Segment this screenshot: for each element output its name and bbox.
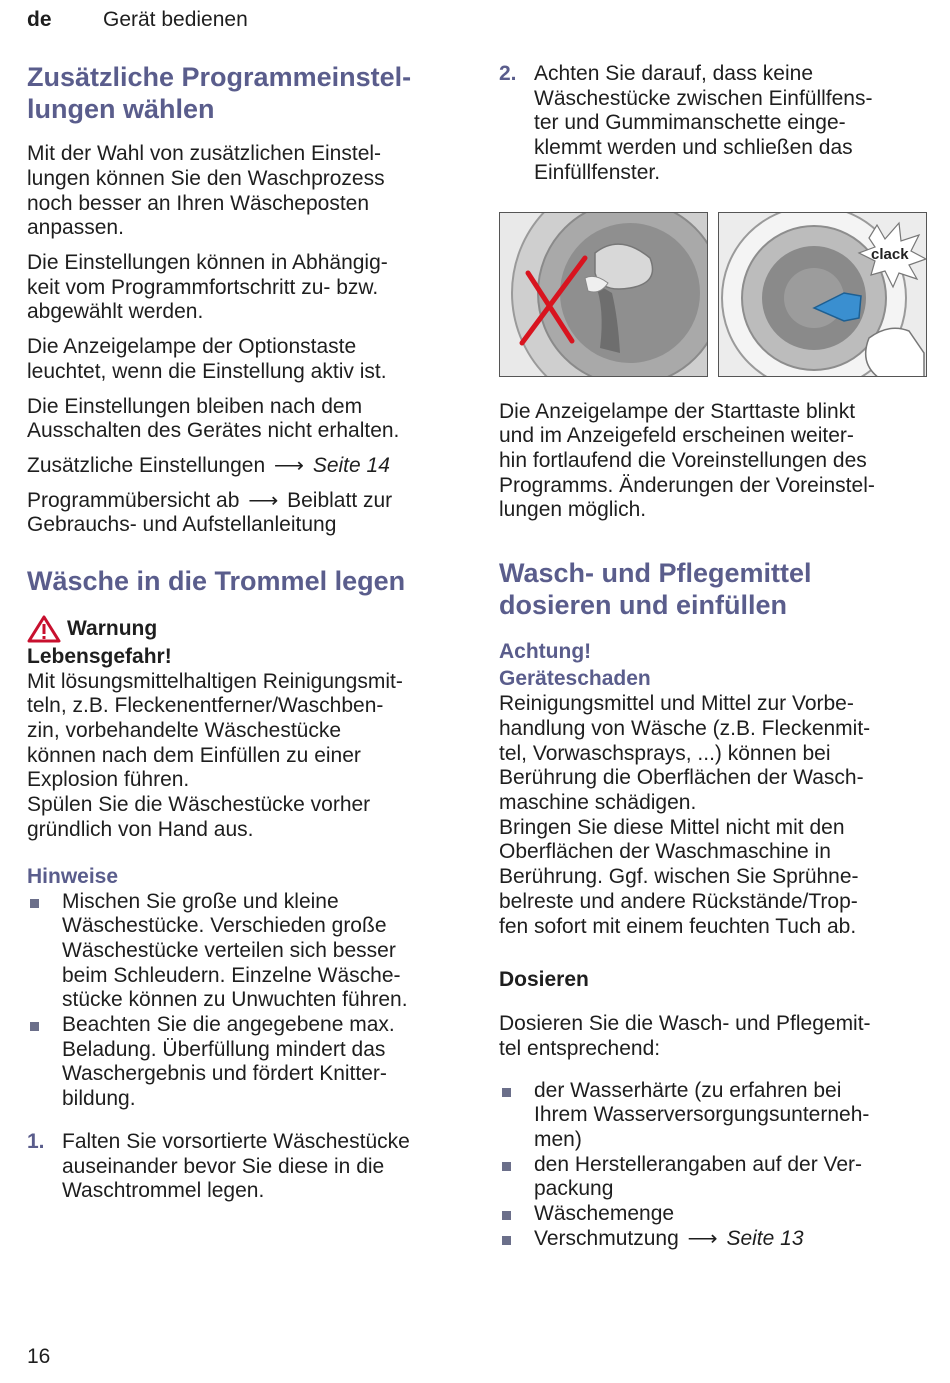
dosing-title: Dosieren xyxy=(499,968,589,992)
heading-load-drum: Wäsche in die Trommel legen xyxy=(27,566,406,597)
step-1: 1. Falten Sie vorsortierte Wäschestücke auseinander bevor Sie diese in die Waschtrommel legen. xyxy=(27,1129,410,1203)
reference-program-overview: Programmübersicht ab ⟶ Beiblatt zur Gebrauchs- und Aufstellanleitung xyxy=(27,488,393,537)
arrow-icon: ⟶ xyxy=(273,453,305,477)
paragraph-start-lamp: Die Anzeigelampe der Starttaste blinkt und im Anzeigefeld erscheinen weiter- hin fortlaufend die Voreinstellungen des Programms. Änderungen der Voreinstel- lungen möglich. xyxy=(499,399,875,522)
paragraph-settings-progress: Die Einstellungen können in Abhängig- keit vom Programmfortschritt zu- bzw. abgewählt werden. xyxy=(27,251,388,324)
bullet-square-icon xyxy=(502,1236,511,1245)
language-code: de xyxy=(27,8,52,31)
heading-dosing: Wasch- und Pflegemittel dosieren und einfüllen xyxy=(499,558,812,620)
caution-subtitle: Geräteschaden xyxy=(499,667,651,691)
warning-subtitle: Lebensgefahr! xyxy=(27,644,172,668)
list-item: der Wasserhärte (zu erfahren bei Ihrem Wasserversorgungsunterneh- men) xyxy=(499,1079,929,1153)
right-column xyxy=(499,62,929,1252)
steps-list-continued xyxy=(499,62,929,186)
arrow-icon: ⟶ xyxy=(248,488,279,512)
closing-door-illustration xyxy=(719,213,927,377)
heading-additional-settings: Zusätzliche Programmeinstel- lungen wählen xyxy=(27,62,412,124)
steps-list xyxy=(27,1130,467,1204)
list-item: Wäschemenge xyxy=(499,1202,929,1227)
step-2: 2. Achten Sie darauf, dass keine Wäschestücke zwischen Einfüllfens- ter und Gummimanschette einge- klemmt werden und schließen das Einfüllfenster. xyxy=(499,62,873,184)
paragraph-option-lamp: Die Anzeigelampe der Optionstaste leuchtet, wenn die Einstellung aktiv ist. xyxy=(27,335,387,383)
step-number: 2. xyxy=(499,62,517,85)
paragraph-settings-not-kept: Die Einstellungen bleiben nach dem Ausschalten des Gerätes nicht erhalten. xyxy=(27,394,400,443)
left-column xyxy=(27,62,467,1204)
paragraph-settings-intro: Mit der Wahl von zusätzlichen Einstel- lungen können Sie den Waschprozess noch besser an Ihren Wäscheposten anpassen. xyxy=(27,142,385,240)
warning-triangle-icon xyxy=(27,615,61,643)
warning-title: Warnung xyxy=(27,615,467,643)
list-item: Verschmutzung ⟶ Seite 13 xyxy=(499,1227,929,1252)
page-link[interactable]: Seite 13 xyxy=(726,1226,804,1250)
caution-text: Reinigungsmittel und Mittel zur Vorbe- handlung von Wäsche (z.B. Fleckenmit- tel, Vorwaschsprays, ...) können bei Berührung die Oberflächen der Wasch- maschine schädigen. Bringen Sie diese Mittel nicht mit den Oberflächen der Waschmaschine in Berührung. Ggf. wischen Sie Sprühne- belreste und andere Rückstände/Trop- fen sofort mit einem feuchten Tuch ab. xyxy=(499,692,871,938)
dosing-list xyxy=(499,1079,929,1252)
illustration-close-door xyxy=(718,212,927,377)
arrow-icon: ⟶ xyxy=(687,1226,718,1250)
illustration-wrong-loading xyxy=(499,212,708,377)
bullet-square-icon xyxy=(502,1211,511,1220)
page-header xyxy=(27,8,248,32)
notes-list xyxy=(27,890,467,1112)
bullet-square-icon xyxy=(502,1088,511,1097)
dosing-intro: Dosieren Sie die Wasch- und Pflegemit- tel entsprechend: xyxy=(499,1012,871,1060)
door-with-laundry-illustration xyxy=(500,213,708,377)
page-link[interactable]: Seite 14 xyxy=(312,453,390,477)
step-number: 1. xyxy=(27,1129,45,1153)
caution-title: Achtung! xyxy=(499,640,592,664)
reference-additional-settings: Zusätzliche Einstellungen ⟶ Seite 14 xyxy=(27,453,390,477)
bullet-square-icon xyxy=(30,1022,39,1031)
list-item: Mischen Sie große und kleine Wäschestücke. Verschieden große Wäschestücke verteilen sich besser beim Schleudern. Einzelne Wäsche- stücke können zu Unwuchten führen. xyxy=(27,890,467,1014)
warning-text: Mit lösungsmittelhaltigen Reinigungsmit- teln, z.B. Fleckenentferner/Waschben- zin, vorbehandelte Wäschestücke können nach dem Einfüllen zu einer Explosion führen. Spülen Sie die Wäschestücke vorher gründlich von Hand aus. xyxy=(27,669,403,841)
page-number: 16 xyxy=(27,1345,51,1368)
bullet-square-icon xyxy=(30,899,39,908)
section-title: Gerät bedienen xyxy=(103,8,248,31)
bullet-square-icon xyxy=(502,1162,511,1171)
clack-label: clack xyxy=(871,245,909,263)
illustrations xyxy=(499,212,929,377)
list-item: den Herstellerangaben auf der Ver- packung xyxy=(499,1153,929,1202)
list-item: Beachten Sie die angegebene max. Beladung. Überfüllung mindert das Waschergebnis und fördert Knitter- bildung. xyxy=(27,1013,467,1112)
notes-title: Hinweise xyxy=(27,864,119,888)
